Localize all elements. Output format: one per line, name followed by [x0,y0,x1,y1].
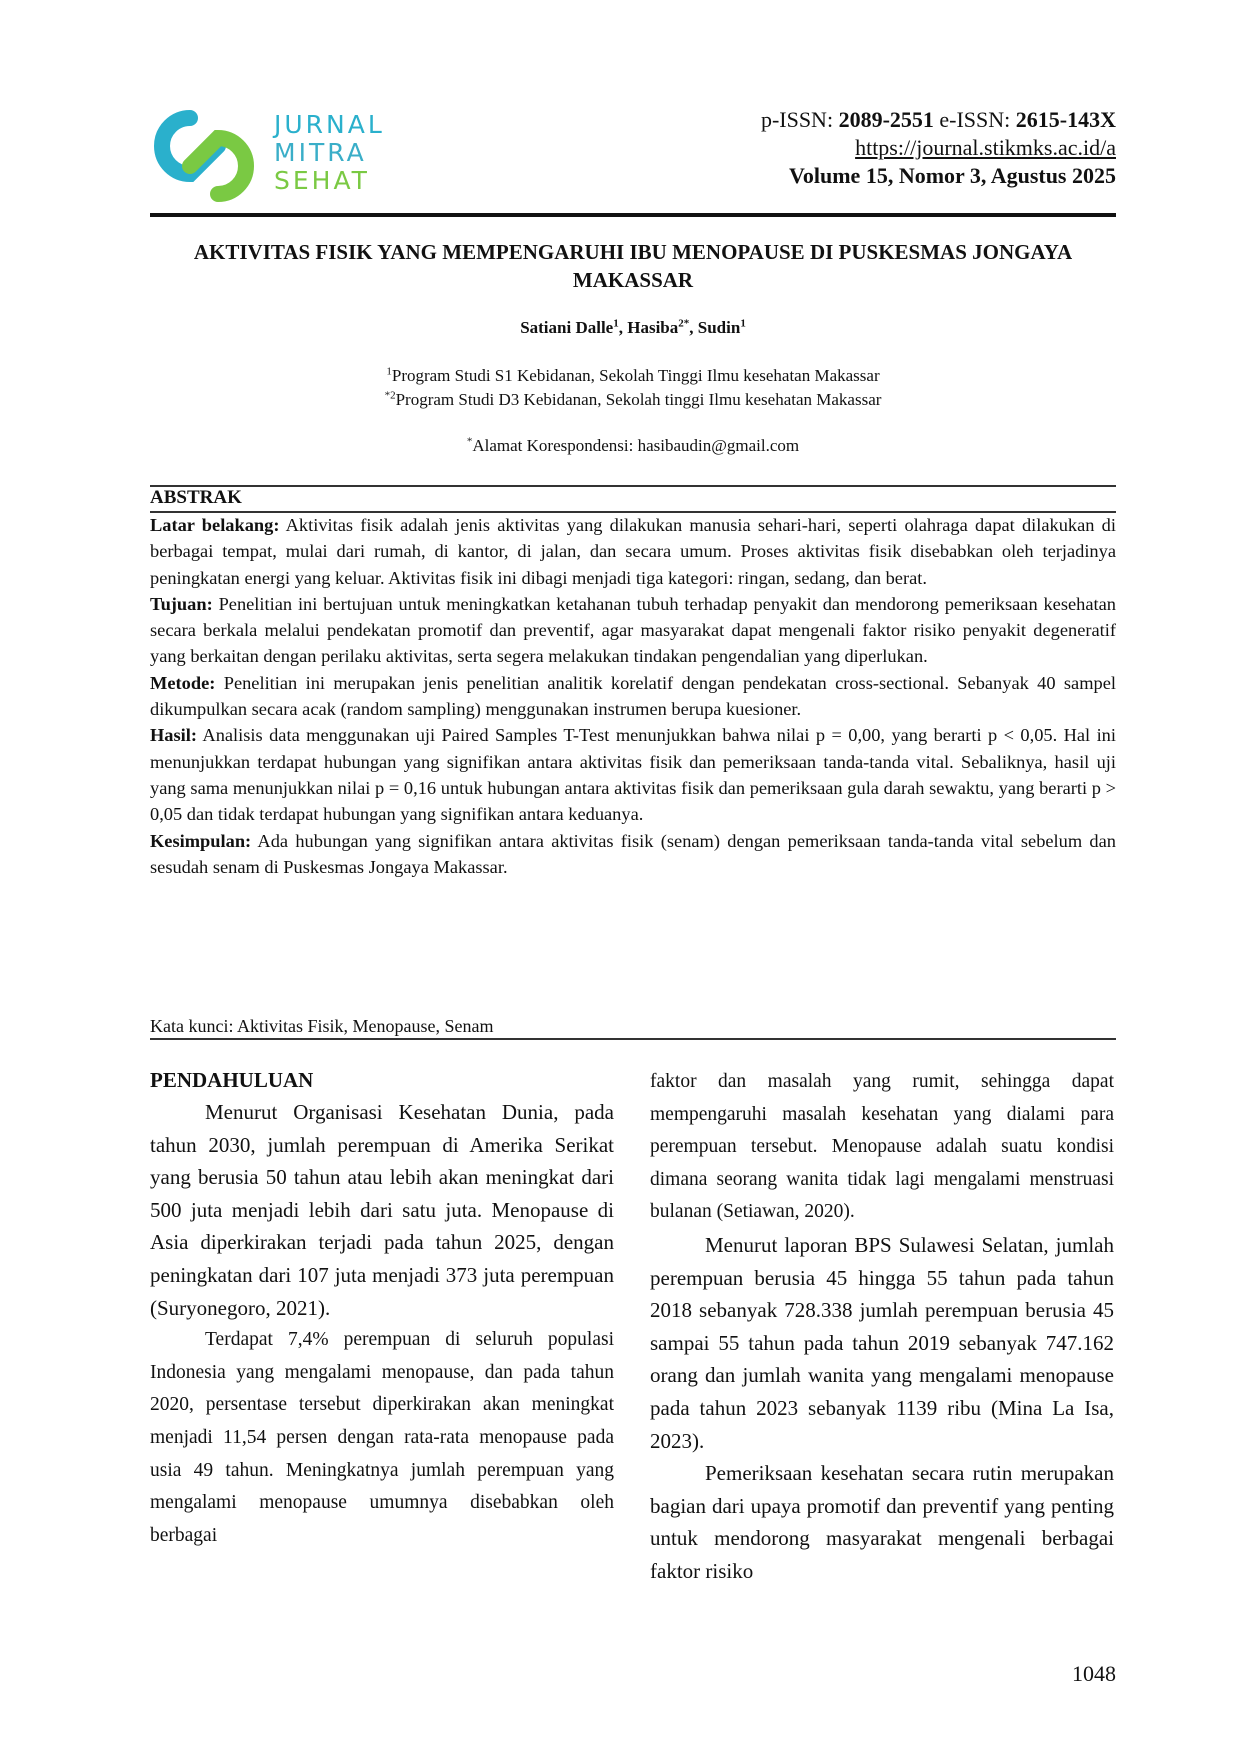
correspondence-mark: * [466,435,473,448]
volume-info: Volume 15, Nomor 3, Agustus 2025 [789,163,1116,188]
correspondence-address [150,436,1116,456]
affiliation-text: Program Studi D3 Kebidanan, Sekolah tinggi Ilmu kesehatan Makassar [395,390,882,409]
abstract-label: Latar belakang: [150,515,280,535]
logo-word-jurnal: JURNAL [274,110,385,139]
body-paragraph: Menurut Organisasi Kesehatan Dunia, pada tahun 2030, jumlah perempuan di Amerika Serikat yang berusia 50 tahun atau lebih akan meningkat dari 500 juta menjadi lebih dari satu juta. Menopause di Asia diperkirakan terjadi pada tahun 2025, dengan peningkatan dari 107 juta menjadi 373 juta perempuan (Suryonegoro, 2021). [150,1100,614,1320]
body-column-left [150,1064,614,1552]
correspondence-text: Alamat Korespondensi: hasibaudin@gmail.com [472,436,800,455]
author-name: Satiani Dalle [520,318,614,337]
page-number: 1048 [1072,1661,1116,1686]
abstract-method [150,670,1116,723]
abstract-label: Kesimpulan: [150,830,252,851]
affiliation-mark: 1 [386,365,392,378]
pissn-label: p-ISSN: [760,107,839,132]
abstract-text: Penelitian ini bertujuan untuk meningkatkan ketahanan tubuh terhadap penyakit dan mendorong pemeriksaan kesehatan secara berkala melalui pendekatan promotif dan preventif, agar masyarakat dapat mengenali faktor risiko penyakit degeneratif yang berkaitan dengan perilaku aktivitas, serta segera melakukan tindakan pengendalian yang diperlukan. [150,593,1116,667]
body-paragraph: faktor dan masalah yang rumit, sehingga dapat mempengaruhi masalah kesehatan yang dialami para perempuan tersebut. Menopause adalah suatu kondisi dimana seorang wanita tidak lagi mengalami menstruasi bulanan (Setiawan, 2020). [650,1071,1114,1223]
affiliation-mark: *2 [384,389,396,402]
abstract-label: Metode: [150,672,216,693]
abstract-body [150,512,1116,880]
header-divider [150,213,1116,217]
abstract-background [150,512,1116,591]
abstract-results [150,722,1116,827]
abstract-heading: ABSTRAK [150,487,242,508]
journal-logo-mark [148,100,260,212]
affiliation-1 [150,365,1116,387]
pissn-value: 2089-2551 [838,107,934,132]
abstract-objective [150,591,1116,670]
issn-line [761,106,1116,134]
section-heading-pendahuluan: PENDAHULUAN [150,1068,314,1092]
body-paragraph: Terdapat 7,4% perempuan di seluruh populasi Indonesia yang mengalami menopause, dan pada tahun 2020, persentase tersebut diperkirakan akan meningkat menjadi 11,54 persen dengan rata-rata menopause pada usia 49 tahun. Meningkatnya jumlah perempuan yang mengalami menopause umumnya disebabkan oleh berbagai [150,1329,614,1546]
body-paragraph: Menurut laporan BPS Sulawesi Selatan, jumlah perempuan berusia 45 hingga 55 tahun pada tahun 2018 sebanyak 728.338 jumlah perempuan berusia 45 sampai 55 tahun pada tahun 2019 sebanyak 747.162 orang dan jumlah wanita yang mengalami menopause pada tahun 2023 sebanyak 1139 ribu (Mina La Isa, 2023). [650,1232,1114,1453]
keywords: Kata kunci: Aktivitas Fisik, Menopause, Senam [150,1016,494,1036]
abstract-label: Hasil: [150,725,198,746]
body-column-right [650,1066,1114,1588]
eissn-value: 2615-143X [1015,107,1116,132]
abstract-top-rule [150,485,1116,487]
abstract-text: Ada hubungan yang signifikan antara aktivitas fisik (senam) dengan pemeriksaan tanda-tanda vital sebelum dan sesudah senam di Puskesmas Jongaya Makassar. [150,830,1116,877]
author-affiliation-mark: 2* [678,317,690,330]
author-name: Sudin [697,318,741,337]
logo-word-mitra: MITRA [274,138,367,167]
article-title: AKTIVITAS FISIK YANG MEMPENGARUHI IBU MENOPAUSE DI PUSKESMAS JONGAYA MAKASSAR [193,240,1073,292]
journal-url-link[interactable]: https://journal.stikmks.ac.id/a [855,135,1116,160]
abstract-conclusion [150,828,1116,881]
author-affiliation-mark: 1 [613,317,619,330]
author-list: Satiani Dalle$^1$, Hasiba$^{2*}$, Sudin$^1$ [520,317,746,337]
affiliation-2 [150,389,1116,411]
abstract-text: Penelitian ini merupakan jenis penelitian analitik korelatif dengan pendekatan cross-sectional. Sebanyak 40 sampel dikumpulkan secara acak (random sampling) menggunakan instrumen berupa kuesioner. [150,672,1116,720]
body-paragraph: Pemeriksaan kesehatan secara rutin merupakan bagian dari upaya promotif dan preventif yang penting untuk mendorong masyarakat mengenali berbagai faktor risiko [650,1461,1114,1583]
eissn-label: e-ISSN: [933,107,1016,132]
abstract-label: Tujuan: [150,593,213,614]
abstract-text: Aktivitas fisik adalah jenis aktivitas yang dilakukan manusia sehari-hari, seperti olahraga dapat dilakukan di berbagai tempat, mulai dari rumah, di kantor, di jalan, dan secara umum. Proses aktivitas fisik disebabkan oleh terjadinya peningkatan energi yang keluar. Aktivitas fisik ini dibagi menjadi tiga kategori: ringan, sedang, dan berat. [150,515,1116,588]
abstract-text: Analisis data menggunakan uji Paired Samples T-Test menunjukkan bahwa nilai p = 0,00, yang berarti p < 0,05. Hal ini menunjukkan terdapat hubungan yang signifikan antara aktivitas fisik dan pemeriksaan tanda-tanda vital. Sebaliknya, hasil uji yang sama menunjukkan nilai p = 0,16 untuk hubungan antara aktivitas fisik dan pemeriksaan gula darah sewaktu, yang berarti p > 0,05 dan tidak terdapat hubungan yang signifikan antara keduanya. [150,725,1116,825]
affiliation-text: Program Studi S1 Kebidanan, Sekolah Tinggi Ilmu kesehatan Makassar [391,366,880,385]
author-name: Hasiba [627,318,679,337]
author-affiliation-mark: 1 [740,317,746,330]
logo-word-sehat: SEHAT [274,166,370,195]
keywords-rule [150,1038,1116,1040]
